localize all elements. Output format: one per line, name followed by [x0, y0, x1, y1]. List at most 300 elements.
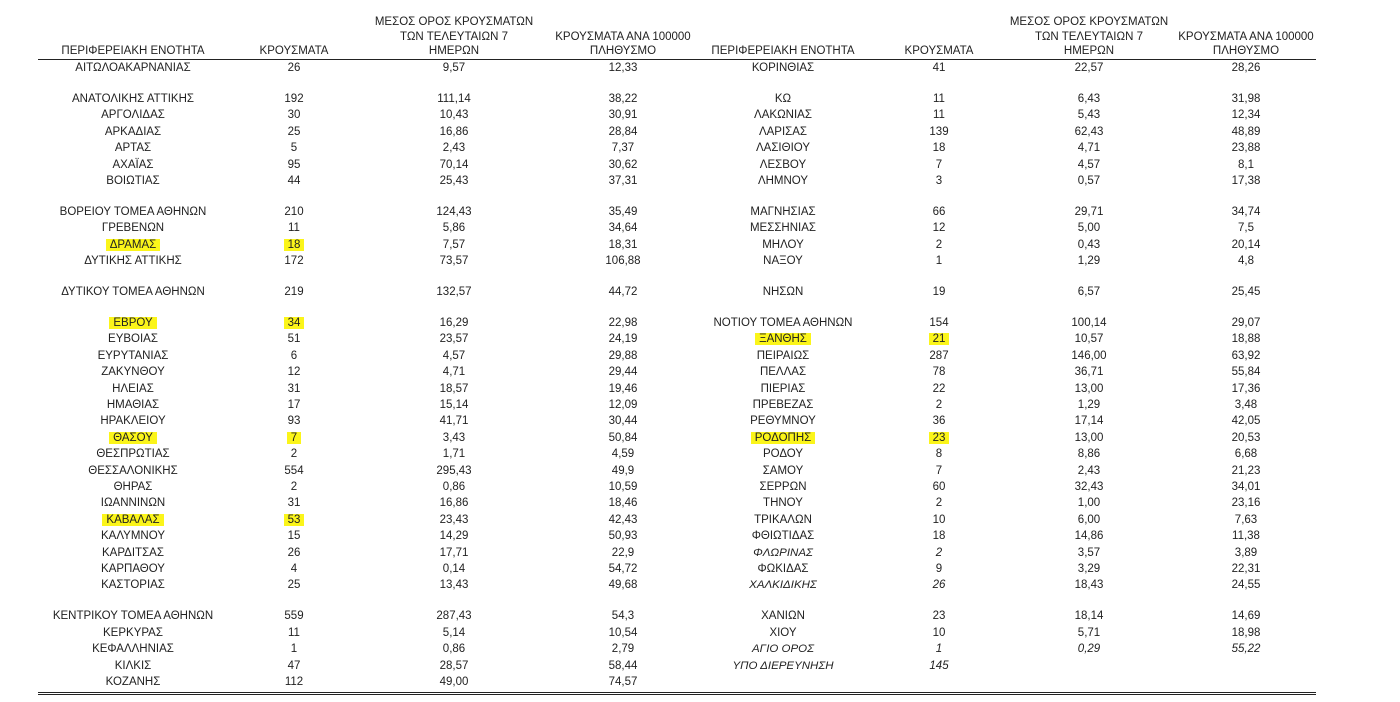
cell-region — [690, 479, 876, 495]
cell-avg7 — [360, 658, 548, 674]
cell-cases-text: 60 — [932, 480, 946, 493]
cell-avg7-text: 0,86 — [442, 643, 466, 656]
cell-per100k-text: 18,88 — [1231, 333, 1261, 346]
cell-cases-text: 6 — [290, 349, 298, 362]
cell-cases — [876, 608, 1002, 624]
table-row — [38, 528, 698, 544]
cell-region-text: ΚΕΦΑΛΛΗΝΙΑΣ — [92, 643, 174, 656]
table-row — [690, 495, 1316, 511]
cell-region-text: ΛΑΚΩΝΙΑΣ — [754, 109, 812, 122]
cell-cases-text: 9 — [935, 562, 943, 575]
cell-avg7 — [1002, 430, 1176, 446]
cell-avg7-text: 5,86 — [442, 222, 466, 235]
cell-avg7-text: 7,57 — [442, 238, 466, 251]
cell-per100k-text: 42,05 — [1231, 415, 1261, 428]
table-row — [38, 381, 698, 397]
cell-region — [690, 348, 876, 364]
cell-cases-text: 19 — [932, 285, 946, 298]
cell-region — [690, 561, 876, 577]
cell-per100k-text: 74,57 — [608, 675, 638, 688]
table-row — [690, 446, 1316, 462]
cell-region-text: ΕΥΡΥΤΑΝΙΑΣ — [97, 349, 169, 362]
cell-region — [38, 463, 228, 479]
cell-region-text: ΚΩ — [774, 92, 792, 105]
cell-per100k-text: 30,44 — [608, 415, 638, 428]
cell-avg7-text: 25,43 — [439, 174, 469, 187]
cell-cases-text: 26 — [287, 62, 301, 74]
cell-region-text: ΚΕΝΤΡΙΚΟΥ ΤΟΜΕΑ ΑΘΗΝΩΝ — [52, 610, 214, 623]
cell-per100k-text: 7,5 — [1238, 222, 1254, 235]
table-row — [38, 430, 698, 446]
cell-region-text: ΓΡΕΒΕΝΩΝ — [101, 222, 165, 235]
cell-per100k — [1176, 173, 1316, 189]
header-cases: ΚΡΟΥΣΜΑΤΑ — [228, 0, 360, 60]
cell-cases — [876, 512, 1002, 528]
cell-per100k-text: 14,69 — [1231, 610, 1261, 623]
cell-region — [38, 140, 228, 156]
cell-per100k-text: 21,23 — [1231, 464, 1261, 477]
cell-cases — [228, 364, 360, 380]
cell-avg7 — [360, 397, 548, 413]
table-row — [38, 315, 698, 331]
cell-avg7-text: 1,29 — [1077, 255, 1101, 268]
cell-per100k — [548, 284, 698, 300]
cell-avg7-text: 8,86 — [1077, 448, 1101, 461]
cell-cases-text: 192 — [284, 92, 304, 105]
cell-cases-text: 2 — [935, 398, 943, 411]
table-row — [690, 479, 1316, 495]
cell-cases-text: 44 — [287, 174, 301, 187]
cell-cases — [876, 348, 1002, 364]
cell-per100k-text: 22,98 — [608, 316, 638, 329]
cell-region — [38, 60, 228, 77]
table-row — [690, 253, 1316, 269]
cell-cases — [228, 348, 360, 364]
header-region: ΠΕΡΙΦΕΡΕΙΑΚΗ ΕΝΟΤΗΤΑ — [38, 0, 228, 60]
cell-region-text: ΑΝΑΤΟΛΙΚΗΣ ΑΤΤΙΚΗΣ — [71, 92, 194, 105]
cell-region — [38, 253, 228, 269]
cell-per100k-text: 29,88 — [608, 349, 638, 362]
table-row — [690, 608, 1316, 624]
cell-cases — [876, 284, 1002, 300]
cell-region — [690, 641, 876, 657]
cell-avg7-text: 5,00 — [1077, 222, 1101, 235]
cell-avg7 — [1002, 625, 1176, 641]
cell-cases — [228, 91, 360, 107]
cell-region-text: ΑΡΓΟΛΙΔΑΣ — [101, 109, 165, 122]
cell-region — [38, 107, 228, 123]
table-row — [38, 124, 698, 140]
cell-cases — [228, 479, 360, 495]
cell-cases — [876, 413, 1002, 429]
cell-cases-text: 78 — [932, 366, 946, 379]
spacer-cell — [38, 594, 698, 609]
cell-cases — [228, 124, 360, 140]
cell-cases-text: 2 — [935, 238, 943, 251]
cell-cases — [228, 430, 360, 446]
cell-per100k — [1176, 397, 1316, 413]
cell-avg7-text: 5,71 — [1077, 626, 1101, 639]
cell-avg7 — [360, 331, 548, 347]
cell-per100k-text: 3,89 — [1234, 546, 1258, 559]
cell-avg7-text: 2,43 — [1077, 464, 1101, 477]
spacer-row — [690, 269, 1316, 284]
cell-per100k-text: 37,31 — [608, 174, 638, 187]
cell-per100k — [548, 237, 698, 253]
cell-avg7 — [1002, 107, 1176, 123]
cell-per100k — [548, 107, 698, 123]
cell-per100k — [1176, 364, 1316, 380]
table-row — [38, 495, 698, 511]
cell-region-text: ΚΟΡΙΝΘΙΑΣ — [751, 62, 815, 74]
cell-per100k-text: 8,1 — [1238, 158, 1254, 171]
cell-avg7 — [360, 284, 548, 300]
cell-cases — [876, 173, 1002, 189]
cell-region-text: ΚΑΒΑΛΑΣ — [102, 514, 163, 526]
cell-per100k-text: 63,92 — [1231, 349, 1261, 362]
cell-per100k — [548, 124, 698, 140]
cell-cases — [876, 331, 1002, 347]
cell-per100k — [1176, 561, 1316, 577]
cell-region — [690, 608, 876, 624]
cell-region-text: ΚΟΖΑΝΗΣ — [105, 675, 161, 688]
header-avg7 — [1002, 0, 1176, 60]
cell-per100k — [548, 315, 698, 331]
cell-avg7-text: 23,43 — [439, 513, 469, 526]
cell-cases-text: 21 — [929, 333, 950, 345]
cell-avg7 — [360, 463, 548, 479]
cell-region-text: ΘΕΣΠΡΩΤΙΑΣ — [96, 448, 170, 461]
cell-cases-text: 7 — [287, 432, 301, 444]
cell-region-text: ΝΑΞΟΥ — [763, 255, 803, 268]
table-row — [690, 124, 1316, 140]
table-row — [690, 397, 1316, 413]
cell-per100k-text: 28,84 — [608, 125, 638, 138]
cell-avg7-text: 1,29 — [1077, 398, 1101, 411]
cell-cases — [228, 495, 360, 511]
cell-avg7 — [1002, 91, 1176, 107]
cell-per100k-text: 54,72 — [608, 562, 638, 575]
cell-per100k-text: 55,22 — [1231, 643, 1261, 656]
cell-per100k — [548, 577, 698, 593]
table-row — [690, 512, 1316, 528]
cell-avg7-text: 1,00 — [1077, 497, 1101, 510]
cell-avg7-text: 18,57 — [439, 382, 469, 395]
cell-cases-text: 23 — [932, 610, 946, 623]
cell-region-text: ΛΕΣΒΟΥ — [759, 158, 807, 171]
cell-avg7 — [1002, 528, 1176, 544]
spacer-row — [690, 594, 1316, 609]
cell-region — [38, 479, 228, 495]
cell-cases-text: 11 — [288, 222, 300, 235]
cell-per100k-text: 17,36 — [1231, 382, 1261, 395]
table-row — [38, 625, 698, 641]
table-row — [690, 528, 1316, 544]
cell-avg7-text: 0,43 — [1077, 238, 1101, 251]
cell-avg7-text: 23,57 — [439, 333, 469, 346]
cell-cases-text: 95 — [287, 158, 301, 171]
table-row — [38, 253, 698, 269]
cell-avg7-text: 0,14 — [442, 562, 466, 575]
cell-per100k — [548, 674, 698, 690]
cell-avg7 — [360, 495, 548, 511]
cell-cases-text: 1 — [290, 643, 298, 656]
cell-region-text: ΚΑΣΤΟΡΙΑΣ — [101, 579, 165, 592]
cell-per100k — [1176, 608, 1316, 624]
cell-avg7 — [1002, 253, 1176, 269]
table-row — [38, 157, 698, 173]
cell-avg7-text: 13,43 — [439, 579, 469, 592]
cell-per100k-text: 19,46 — [608, 382, 638, 395]
table-row — [690, 545, 1316, 561]
cell-avg7 — [1002, 658, 1176, 674]
cell-region — [690, 60, 876, 77]
cell-cases-text: 2 — [290, 480, 298, 493]
cell-per100k-text: 22,9 — [611, 546, 635, 559]
cell-per100k-text: 12,33 — [608, 62, 638, 74]
cell-cases-text: 219 — [284, 285, 304, 298]
table-row — [38, 463, 698, 479]
table-row — [38, 220, 698, 236]
cell-cases — [876, 430, 1002, 446]
cell-avg7 — [1002, 641, 1176, 657]
cell-per100k-text: 7,63 — [1234, 513, 1258, 526]
cell-cases-text: 31 — [287, 497, 301, 510]
cell-avg7-text: 2,43 — [442, 142, 466, 155]
cell-avg7 — [360, 641, 548, 657]
cell-per100k-text: 25,45 — [1231, 285, 1261, 298]
cell-cases — [228, 641, 360, 657]
cell-cases-text: 93 — [287, 415, 301, 428]
cell-region — [38, 413, 228, 429]
right-table-panel — [690, 0, 1316, 674]
cell-region-text: ΠΕΛΛΑΣ — [759, 366, 807, 379]
cell-region — [690, 625, 876, 641]
table-row — [38, 641, 698, 657]
cell-per100k — [548, 140, 698, 156]
cell-avg7 — [360, 364, 548, 380]
cell-per100k-text: 24,55 — [1231, 579, 1261, 592]
left-table-panel — [38, 0, 698, 690]
table-row — [38, 364, 698, 380]
cell-region-text: ΕΒΡΟΥ — [109, 317, 156, 329]
cell-region-text: ΚΑΛΥΜΝΟΥ — [101, 530, 165, 543]
cell-region — [38, 446, 228, 462]
cell-avg7 — [360, 204, 548, 220]
cell-cases-text: 10 — [932, 626, 946, 639]
cell-avg7-text: 4,57 — [442, 349, 466, 362]
cell-region — [38, 397, 228, 413]
spacer-cell — [690, 594, 1316, 609]
cell-per100k — [1176, 284, 1316, 300]
table-row — [38, 545, 698, 561]
cell-avg7 — [1002, 204, 1176, 220]
table-row — [38, 577, 698, 593]
cell-avg7 — [1002, 364, 1176, 380]
cell-region — [38, 658, 228, 674]
cell-region-text: ΧΙΟΥ — [769, 626, 797, 639]
table-header-row — [38, 0, 698, 60]
cell-cases — [228, 157, 360, 173]
cell-avg7-text: 17,71 — [439, 546, 469, 559]
cell-region — [38, 641, 228, 657]
cell-cases — [228, 204, 360, 220]
cell-cases — [876, 625, 1002, 641]
cell-cases-text: 7 — [935, 464, 943, 477]
header-avg7-line2: ΤΩΝ ΤΕΛΕΥΤΑΙΩΝ 7 — [1035, 30, 1143, 43]
cell-region-text: ΞΑΝΘΗΣ — [755, 333, 811, 345]
cell-cases-text: 172 — [284, 255, 304, 268]
cell-per100k-text: 7,37 — [611, 142, 635, 155]
cell-region — [690, 124, 876, 140]
cell-region — [690, 577, 876, 593]
cell-cases — [876, 641, 1002, 657]
cell-region-text: ΜΑΓΝΗΣΙΑΣ — [750, 205, 816, 218]
cell-region — [690, 528, 876, 544]
table-row — [690, 140, 1316, 156]
cell-avg7-text: 16,29 — [439, 316, 469, 329]
cell-region-text: ΡΟΔΟΥ — [762, 448, 804, 461]
cell-avg7 — [360, 561, 548, 577]
cell-region — [690, 446, 876, 462]
cell-region-text: ΚΙΛΚΙΣ — [114, 659, 152, 672]
cell-avg7-text: 3,57 — [1077, 546, 1101, 559]
cell-avg7 — [1002, 237, 1176, 253]
cell-region — [38, 495, 228, 511]
cell-avg7-text: 100,14 — [1071, 316, 1107, 329]
cell-avg7 — [1002, 608, 1176, 624]
cell-per100k — [1176, 512, 1316, 528]
cell-per100k-text: 3,48 — [1234, 398, 1258, 411]
cell-avg7 — [1002, 561, 1176, 577]
cell-avg7 — [360, 545, 548, 561]
cell-region — [38, 204, 228, 220]
table-row — [690, 561, 1316, 577]
cell-region-text: ΚΕΡΚΥΡΑΣ — [103, 626, 163, 639]
cell-cases-text: 47 — [287, 659, 301, 672]
cell-region — [38, 124, 228, 140]
cell-cases-text: 139 — [929, 125, 949, 138]
cell-cases-text: 12 — [932, 222, 946, 235]
cell-region-text: ΠΡΕΒΕΖΑΣ — [752, 398, 814, 411]
cell-avg7 — [360, 253, 548, 269]
cell-cases-text: 10 — [932, 513, 946, 526]
cell-avg7 — [1002, 495, 1176, 511]
cell-region-text: ΧΑΛΚΙΔΙΚΗΣ — [749, 579, 817, 592]
cell-per100k — [1176, 91, 1316, 107]
cell-cases-text: 31 — [287, 382, 301, 395]
cell-region-text: ΦΘΙΩΤΙΔΑΣ — [751, 530, 815, 543]
cell-per100k-text: 24,19 — [608, 333, 638, 346]
cell-per100k — [1176, 658, 1316, 674]
cell-avg7 — [360, 381, 548, 397]
cell-cases-text: 25 — [287, 125, 301, 138]
cell-per100k-text: 38,22 — [608, 92, 638, 105]
table-row — [38, 331, 698, 347]
cell-cases-text: 3 — [935, 174, 943, 187]
cell-region-text: ΤΡΙΚΑΛΩΝ — [754, 513, 812, 526]
cell-region-text: ΦΛΩΡΙΝΑΣ — [753, 546, 813, 559]
cell-avg7 — [1002, 413, 1176, 429]
cell-cases-text: 41 — [932, 62, 946, 74]
cell-cases-text: 15 — [287, 530, 301, 543]
cell-per100k — [1176, 107, 1316, 123]
spacer-cell — [690, 76, 1316, 91]
table-header-row — [690, 0, 1316, 60]
cell-avg7 — [1002, 381, 1176, 397]
cell-region-text: ΚΑΡΠΑΘΟΥ — [101, 562, 165, 575]
cell-per100k — [1176, 237, 1316, 253]
cell-cases — [228, 625, 360, 641]
cell-region — [690, 397, 876, 413]
header-per100k-line2: ΠΛΗΘΥΣΜΟ — [589, 44, 657, 57]
cell-per100k-text: 11,38 — [1232, 530, 1260, 543]
table-row — [690, 204, 1316, 220]
cell-avg7-text: 17,14 — [1074, 415, 1104, 428]
cell-avg7 — [360, 512, 548, 528]
cell-cases — [228, 463, 360, 479]
cell-region-text: ΙΩΑΝΝΙΝΩΝ — [100, 497, 166, 510]
cell-per100k — [1176, 381, 1316, 397]
cell-avg7 — [1002, 479, 1176, 495]
cell-avg7 — [360, 674, 548, 690]
cell-per100k — [548, 641, 698, 657]
cell-per100k — [548, 495, 698, 511]
cell-region — [690, 430, 876, 446]
cell-per100k — [548, 397, 698, 413]
header-avg7-line2: ΤΩΝ ΤΕΛΕΥΤΑΙΩΝ 7 — [400, 30, 508, 43]
header-cases: ΚΡΟΥΣΜΑΤΑ — [876, 0, 1002, 60]
cell-per100k-text: 34,01 — [1231, 480, 1261, 493]
bottom-double-rule — [38, 692, 1316, 695]
cell-avg7 — [1002, 348, 1176, 364]
cell-per100k — [548, 446, 698, 462]
cell-avg7 — [1002, 315, 1176, 331]
table-row — [38, 413, 698, 429]
cell-region-text: ΕΥΒΟΙΑΣ — [108, 333, 158, 346]
cell-avg7 — [360, 124, 548, 140]
header-avg7-line3: ΗΜΕΡΩΝ — [1063, 44, 1115, 57]
cell-cases-text: 30 — [287, 109, 301, 122]
table-row — [38, 561, 698, 577]
cell-avg7 — [360, 348, 548, 364]
cell-cases-text: 554 — [284, 464, 304, 477]
cell-per100k — [1176, 495, 1316, 511]
cell-region — [690, 253, 876, 269]
cell-per100k — [1176, 124, 1316, 140]
cell-cases-text: 1 — [935, 255, 943, 268]
cell-cases-text: 66 — [932, 205, 946, 218]
table-row — [690, 315, 1316, 331]
table-body-right — [690, 60, 1316, 674]
cell-per100k — [1176, 446, 1316, 462]
cell-region-text: ΧΑΝΙΩΝ — [761, 610, 805, 623]
spacer-row — [38, 269, 698, 284]
cell-cases-text: 11 — [933, 92, 945, 105]
cell-per100k-text: 55,84 — [1231, 366, 1261, 379]
cell-cases — [876, 60, 1002, 77]
cell-region-text: ΦΩΚΙΔΑΣ — [757, 562, 809, 575]
cell-avg7-text: 14,86 — [1074, 530, 1104, 543]
table-row — [38, 608, 698, 624]
cell-avg7 — [360, 315, 548, 331]
cell-avg7 — [1002, 220, 1176, 236]
cell-cases-text: 11 — [288, 626, 300, 639]
cell-cases — [876, 397, 1002, 413]
cell-region-text: ΣΕΡΡΩΝ — [759, 480, 807, 493]
cell-region-text: ΘΑΣΟΥ — [109, 432, 157, 444]
cell-per100k — [548, 157, 698, 173]
